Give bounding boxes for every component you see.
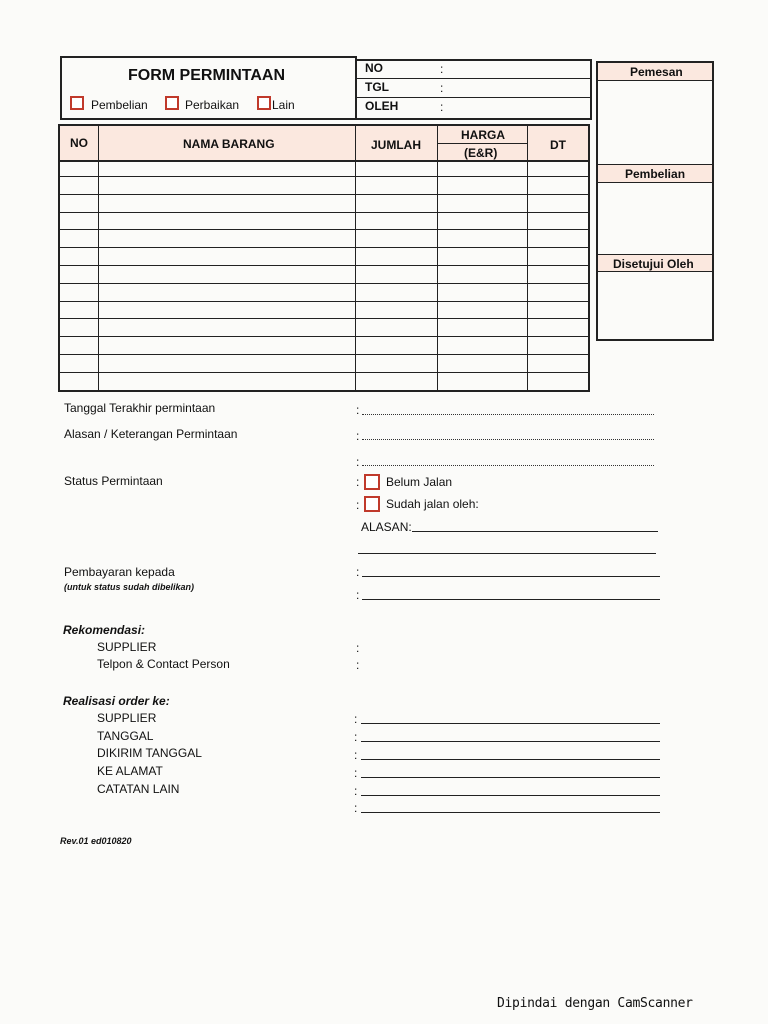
realisasi-line[interactable]: [361, 741, 660, 742]
side-panel-divider: [597, 271, 713, 272]
field-colon: :: [356, 429, 360, 443]
field-label-tanggal-terakhir: Tanggal Terakhir permintaan: [64, 401, 216, 415]
table-row-line: [59, 283, 589, 284]
field-note-pembayaran: (untuk status sudah dibelikan): [64, 582, 195, 592]
table-row-line: [59, 301, 589, 302]
table-row-line: [59, 229, 589, 230]
realisasi-item: TANGGAL: [97, 729, 154, 743]
table-row-line: [59, 265, 589, 266]
col-divider: [355, 125, 356, 391]
field-dotted-line[interactable]: [362, 465, 654, 466]
side-panel-title-pembelian: Pembelian: [625, 167, 686, 181]
field-colon: :: [354, 766, 358, 780]
side-panel-divider: [597, 182, 713, 183]
table-row-line: [59, 372, 589, 373]
field-label-status: Status Permintaan: [64, 474, 163, 488]
col-header-dt: DT: [550, 138, 566, 152]
field-dotted-line[interactable]: [362, 439, 654, 440]
field-colon: :: [356, 475, 360, 489]
col-header-no: NO: [70, 136, 88, 150]
realisasi-item: SUPPLIER: [97, 711, 157, 725]
meta-divider: [356, 78, 591, 79]
items-table: [58, 124, 590, 392]
table-row-line: [59, 247, 589, 248]
meta-colon: :: [440, 81, 444, 95]
side-panel-title-pemesan: Pemesan: [630, 65, 683, 79]
field-colon: :: [354, 748, 358, 762]
meta-divider: [356, 97, 591, 98]
checkbox-lain[interactable]: [257, 96, 271, 110]
col-divider: [98, 125, 99, 391]
side-panel-divider: [597, 80, 713, 81]
rekomendasi-heading: Rekomendasi:: [63, 623, 146, 637]
alasan-line[interactable]: [412, 531, 658, 532]
table-row-line: [59, 318, 589, 319]
field-colon: :: [356, 641, 360, 655]
checkbox-belum-jalan[interactable]: [364, 474, 380, 490]
field-colon: :: [356, 565, 360, 579]
realisasi-item: CATATAN LAIN: [97, 782, 180, 796]
col-header-jumlah: JUMLAH: [371, 138, 421, 152]
col-header-harga: HARGA: [461, 128, 505, 142]
realisasi-item: DIKIRIM TANGGAL: [97, 746, 202, 760]
field-colon: :: [356, 658, 360, 672]
table-header-divider: [59, 160, 589, 162]
alasan-line-2[interactable]: [358, 553, 656, 554]
meta-label-oleh: OLEH: [365, 99, 399, 113]
form-title: FORM PERMINTAAN: [128, 67, 286, 84]
rekomendasi-item: SUPPLIER: [97, 640, 157, 654]
field-colon: :: [354, 801, 358, 815]
side-panel-title-disetujui: Disetujui Oleh: [613, 257, 694, 271]
status-option-belum-jalan: Belum Jalan: [386, 475, 453, 489]
realisasi-item: KE ALAMAT: [97, 764, 163, 778]
realisasi-heading: Realisasi order ke:: [63, 694, 170, 708]
alasan-label: ALASAN:: [361, 520, 412, 534]
table-row-line: [59, 354, 589, 355]
scanner-watermark: Dipindai dengan CamScanner: [497, 996, 693, 1011]
col-divider: [527, 125, 528, 391]
table-row-line: [59, 336, 589, 337]
realisasi-line[interactable]: [361, 795, 660, 796]
field-colon: :: [356, 455, 360, 469]
realisasi-line[interactable]: [361, 723, 660, 724]
checkbox-pembelian[interactable]: [70, 96, 84, 110]
pembayaran-line[interactable]: [362, 599, 660, 600]
meta-colon: :: [440, 100, 444, 114]
checkbox-perbaikan[interactable]: [165, 96, 179, 110]
field-colon: :: [356, 498, 360, 512]
table-row-line: [59, 212, 589, 213]
meta-label-tgl: TGL: [365, 80, 389, 94]
table-row-line: [59, 176, 589, 177]
revision-code: Rev.01 ed010820: [60, 836, 132, 846]
realisasi-line[interactable]: [361, 812, 660, 813]
field-label-alasan: Alasan / Keterangan Permintaan: [64, 427, 238, 441]
status-option-sudah-jalan: Sudah jalan oleh:: [386, 497, 479, 511]
meta-label-no: NO: [365, 61, 383, 75]
realisasi-line[interactable]: [361, 759, 660, 760]
harga-sub-divider: [437, 143, 527, 144]
field-colon: :: [354, 730, 358, 744]
checkbox-label-lain: Lain: [272, 98, 295, 112]
checkbox-label-perbaikan: Perbaikan: [185, 98, 240, 112]
field-label-pembayaran: Pembayaran kepada: [64, 565, 175, 579]
field-dotted-line[interactable]: [362, 414, 654, 415]
checkbox-label-pembelian: Pembelian: [91, 98, 148, 112]
checkbox-sudah-jalan[interactable]: [364, 496, 380, 512]
field-colon: :: [354, 784, 358, 798]
realisasi-line[interactable]: [361, 777, 660, 778]
rekomendasi-item: Telpon & Contact Person: [97, 657, 230, 671]
meta-colon: :: [440, 62, 444, 76]
col-divider: [437, 125, 438, 391]
pembayaran-line[interactable]: [362, 576, 660, 577]
side-panel: [596, 61, 714, 341]
col-header-nama-barang: NAMA BARANG: [183, 137, 275, 151]
field-colon: :: [354, 712, 358, 726]
table-row-line: [59, 194, 589, 195]
col-header-harga-sub: (E&R): [464, 146, 498, 160]
field-colon: :: [356, 403, 360, 417]
field-colon: :: [356, 588, 360, 602]
